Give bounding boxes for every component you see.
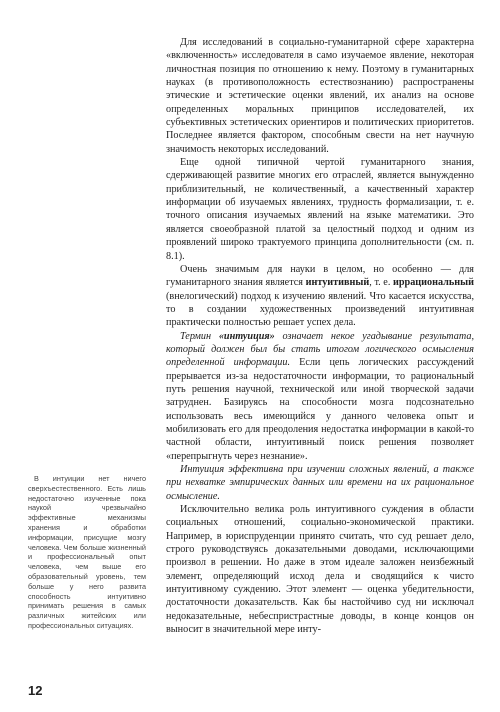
body-paragraph — [166, 263, 474, 330]
body-paragraph — [166, 330, 474, 463]
body-paragraph — [166, 36, 474, 156]
body-paragraph — [166, 503, 474, 636]
text-run: Интуиция эффективна при изучении сложных явлений, а также при нехватке эмпирических данных или времени на их рациональное осмысление. — [166, 464, 474, 502]
text-run: , т. е. — [369, 277, 393, 289]
text-run: Еще одной типичной чертой гуманитарного знания, сдерживающей развитие многих его отраслей, является вынужденно приблизительный, не количественный, а качественный характер информации об изучаемых явлениях, трудность формализации, т. е. точного описания изучаемых явлений на языке математики. Это является своеобразной платой за целостный подход и одним из проявлений широко трактуемого принципа дополнительности (см. п. 8.1). — [166, 157, 474, 262]
margin-note — [28, 474, 146, 631]
text-run: Очень значимым для науки в целом, но особенно — для гуманитарного знания является — [166, 263, 474, 289]
body-paragraph — [166, 156, 474, 263]
text-run: означает некое угадывание результата, который должен был бы стать итогом логического осмысления определенной информации. — [166, 330, 474, 369]
text-run: Термин — [180, 330, 219, 342]
margin-note-text: В интуиции нет ничего сверхъестественного. Есть лишь недостаточно изученные пока наукой чрезвычайно эффективные механизмы хранения и обработки информации, присущие мозгу человека. Чем больше жизненный и профессиональный опыт человека, чем выше его образовательный уровень, тем больше у него развита способность интуитивно принимать решения в самых различных житейских или профессиональных ситуациях. — [28, 474, 146, 630]
text-run: Если цепь логических рассуждений прерывается из-за недостаточности информации, то рациональный путь решения научной, технической или иной творческой задачи затруднен. Базируясь на способности мозга подсознательно использовать весь имеющийся у данного человека опыт и мобилизовать его для преодоления недостатка информации в какой-то частной области, интуитивный поиск решения позволяет «перепрыгнуть через незнание». — [166, 357, 474, 462]
body-paragraph — [166, 463, 474, 503]
main-text-column — [166, 36, 474, 636]
emphasized-term: иррациональный — [393, 277, 474, 289]
page-number: 12 — [28, 683, 43, 698]
text-run: Для исследований в социально-гуманитарной сфере характерна «включенность» исследователя в само изучаемое явление, некоторая личностная позиция по отношению к нему. Поэтому в гуманитарных науках (в противоположность естествознанию) распространены этические и эстетические оценки явлений, их анализ на основе определенных моральных принципов исследователей, их субъективных эстетических ориентиров и политических приоритетов. Последнее является фактором, способным свести на нет научную значимость некоторых исследований. — [166, 37, 474, 155]
text-run: Исключительно велика роль интуитивного суждения в области социальных отношений, социально-экономической практики. Например, в юриспруденции принято считать, что суд решает дело, строго руководствуясь доказательными доводами, исключающими произвол в решении. Но даже в этом идеале заложен неизбежный элемент, определяющий исход дела и сводящийся к чисто интуитивному суждению. Этот элемент — оценка убедительности, достаточности доказательств. Как бы настойчиво суд ни исключал недоказательные, небеспристрастные доводы, в конце концов он выносит в значительной мере инту- — [166, 504, 474, 636]
text-run: (внелогический) подход к изучению явлений. Что касается искусства, то в создании художественных произведений интуитивная практически полностью решает успех дела. — [166, 290, 474, 329]
emphasized-term: «интуиция» — [218, 330, 275, 342]
emphasized-term: интуитивный — [305, 277, 370, 289]
